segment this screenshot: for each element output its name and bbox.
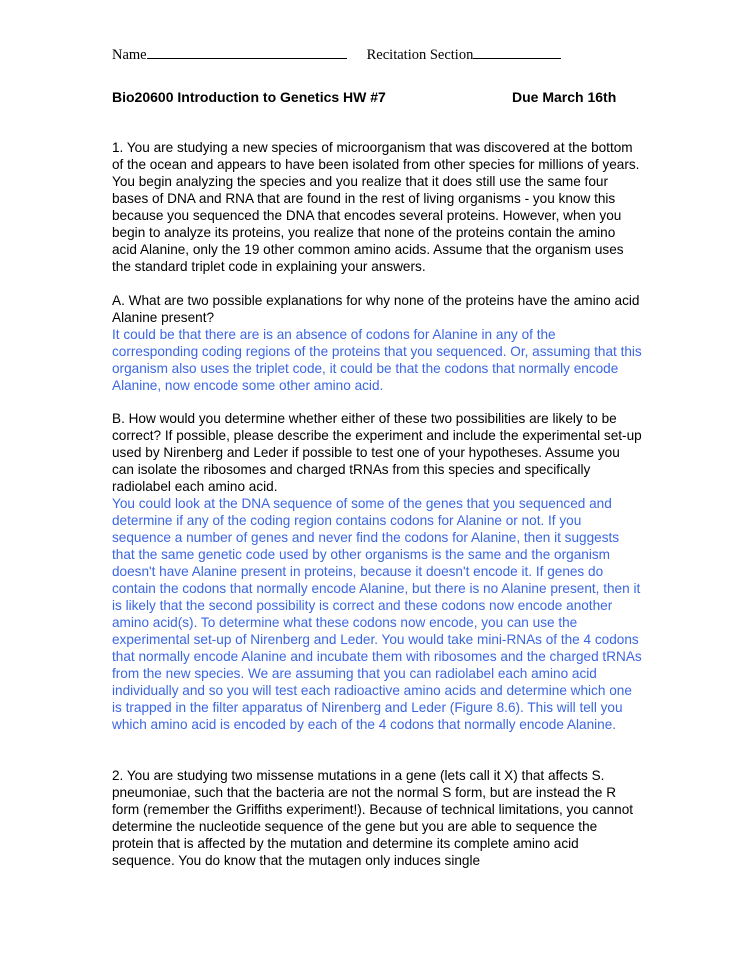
name-blank [147, 44, 347, 59]
course-title: Bio20600 Introduction to Genetics HW #7 [112, 89, 386, 105]
question-1a-prompt: A. What are two possible explanations for why none of the proteins have the amino acid Alanine present? [112, 293, 640, 325]
header-line [112, 44, 561, 64]
recitation-section-blank [473, 44, 561, 59]
question-1b-prompt: B. How would you determine whether either of these two possibilities are likely to be correct? If possible, please describe the experiment and include the experimental set-up used by Nirenberg and Leder if possible to test one of your hypotheses. Assume you can isolate the ribosomes and charged tRNAs from this species and specifically radiolabel each amino acid. [112, 411, 642, 494]
due-date: Due March 16th [512, 89, 617, 105]
question-1-prompt: 1. You are studying a new species of microorganism that was discovered at the bottom of the ocean and appears to have been isolated from other species for millions of years. You begin analyzing the species and you realize that it does still use the same four bases of DNA and RNA that are found in the rest of living organisms - you know this because you sequenced the DNA that encodes several proteins. However, when you begin to analyze its proteins, you realize that none of the proteins contain the amino acid Alanine, only the 19 other common amino acids. Assume that the organism uses the standard triplet code in explaining your answers. [112, 140, 640, 274]
answer-1a: It could be that there are is an absence of codons for Alanine in any of the corresponding coding regions of the proteins that you sequenced. Or, assuming that this organism also uses the triplet code, it could be that the codons that normally encode Alanine, now encode some other amino acid. [112, 327, 642, 393]
answer-1b: You could look at the DNA sequence of some of the genes that you sequenced and determine if any of the coding region contains codons for Alanine or not. If you sequence a number of genes and never find the codons for Alanine, then it suggests that the same genetic code used by other organisms is the same and the organism doesn't have Alanine present in proteins, because it doesn't encode it. If genes do contain the codons that normally encode Alanine, but there is no Alanine present, then it is likely that the second possibility is correct and these codons now encode another amino acid(s). To determine what these codons now encode, you can use the experimental set-up of Nirenberg and Leder. You would take mini-RNAs of the 4 codons that normally encode Alanine and incubate them with ribosomes and the charged tRNAs from the new species. We are assuming that you can radiolabel each amino acid individually and so you will test each radioactive amino acids and determine which one is trapped in the filter apparatus of Nirenberg and Leder (Figure 8.6). This will tell you which amino acid is encoded by each of the 4 codons that normally encode Alanine. [112, 496, 642, 732]
title-row [112, 89, 627, 105]
name-label: Name [112, 47, 147, 63]
question-2-prompt: 2. You are studying two missense mutations in a gene (lets call it X) that affects S. pneumoniae, such that the bacteria are not the normal S form, but are instead the R form (remember the Griffiths experiment!). Because of technical limitations, you cannot determine the nucleotide sequence of the gene but you are able to sequence the protein that is affected by the mutation and determine its complete amino acid sequence. You do know that the mutagen only induces single [112, 768, 634, 868]
recitation-section-label: Recitation Section [366, 47, 474, 63]
